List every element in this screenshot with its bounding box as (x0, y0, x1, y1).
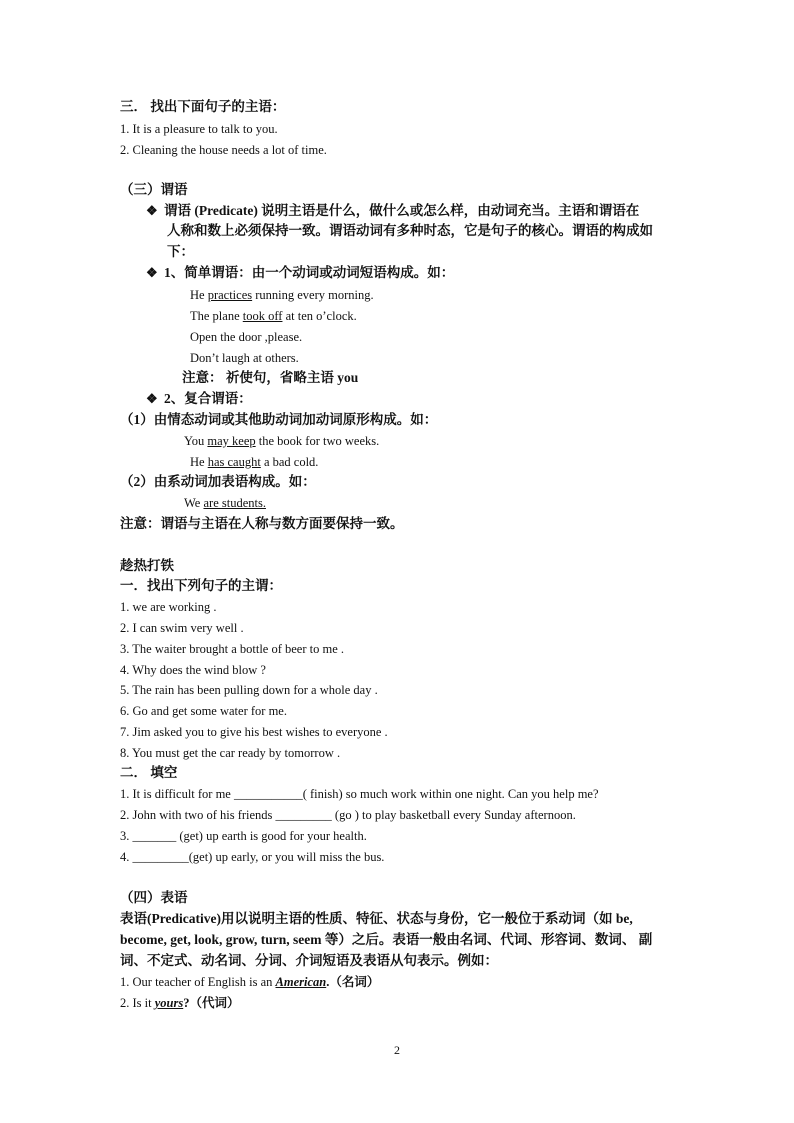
definition-line: 下： (167, 244, 194, 259)
list-item: 2. I can swim very well . (120, 621, 244, 635)
exercise-line: 2. Cleaning the house needs a lot of time. (120, 143, 327, 157)
list-item: 8. You must get the car ready by tomorrow . (120, 746, 341, 760)
section-heading: 三． 找出下面句子的主语： (120, 99, 286, 114)
list-item: 1. we are working . (120, 600, 217, 614)
list-item: 3. _______ (get) up earth is good for your health. (120, 829, 367, 843)
paragraph-line: 词、不定式、动名词、分词、介词短语及表语从句表示。例如： (120, 953, 498, 968)
example-line: Open the door ,please. (190, 330, 303, 344)
list-item: 1. It is difficult for me ___________( finish) so much work within one night. Can you help me? (120, 787, 599, 801)
list-item: 2. John with two of his friends _________ (go ) to play basketball every Sunday afternoon. (120, 808, 576, 822)
definition-line: 人称和数上必须保持一致。谓语动词有多种时态，它是句子的核心。谓语的构成如 (167, 223, 653, 238)
diamond-bullet-icon: ❖ (146, 203, 158, 218)
example-line: He has caught a bad cold. (190, 455, 319, 469)
note-line: 注意： 祈使句，省略主语 you (182, 370, 359, 385)
definition-line: ❖ 谓语 (Predicate) 说明主语是什么，做什么或怎么样，由动词充当。主语和谓语在 (146, 201, 639, 221)
section-heading: （四）表语 (120, 890, 188, 905)
subsection-title: （1）由情态动词或其他助动词加动词原形构成。如： (120, 412, 438, 427)
example-line: Don’t laugh at others. (190, 351, 299, 365)
list-item: 6. Go and get some water for me. (120, 704, 287, 718)
list-item: 7. Jim asked you to give his best wishes to everyone . (120, 725, 388, 739)
note-line: 注意：谓语与主语在人称与数方面要保持一致。 (120, 516, 404, 531)
list-item: 5. The rain has been pulling down for a whole day . (120, 683, 378, 697)
list-item: 4. _________(get) up early, or you will miss the bus. (120, 850, 385, 864)
subsection-title: 一．找出下列句子的主谓： (120, 578, 282, 593)
exercise-line: 1. It is a pleasure to talk to you. (120, 122, 278, 136)
subsection-title: ❖ 2、复合谓语： (146, 389, 252, 409)
section-heading: 趁热打铁 (120, 558, 174, 573)
diamond-bullet-icon: ❖ (146, 265, 158, 280)
example-line: He practices running every morning. (190, 288, 374, 302)
example-line: You may keep the book for two weeks. (184, 434, 380, 448)
list-item: 3. The waiter brought a bottle of beer to me . (120, 642, 345, 656)
diamond-bullet-icon: ❖ (146, 391, 158, 406)
paragraph-line: 表语(Predicative)用以说明主语的性质、特征、状态与身份，它一般位于系动词（如 be, (120, 911, 633, 926)
list-item: 4. Why does the wind blow ? (120, 663, 266, 677)
example-line: 1. Our teacher of English is an American.（名词） (120, 975, 380, 989)
example-line: 2. Is it yours?（代词） (120, 996, 240, 1010)
subsection-title: ❖ 1、简单谓语：由一个动词或动词短语构成。如： (146, 263, 454, 283)
example-line: We are students. (184, 496, 266, 510)
paragraph-line: become, get, look, grow, turn, seem 等）之后。表语一般由名词、代词、形容词、数词、 副 (120, 932, 653, 947)
section-heading: （三）谓语 (120, 182, 188, 197)
subsection-title: 二． 填空 (120, 765, 178, 780)
page-number: 2 (394, 1043, 400, 1057)
example-line: The plane took off at ten o’clock. (190, 309, 357, 323)
subsection-title: （2）由系动词加表语构成。如： (120, 474, 316, 489)
